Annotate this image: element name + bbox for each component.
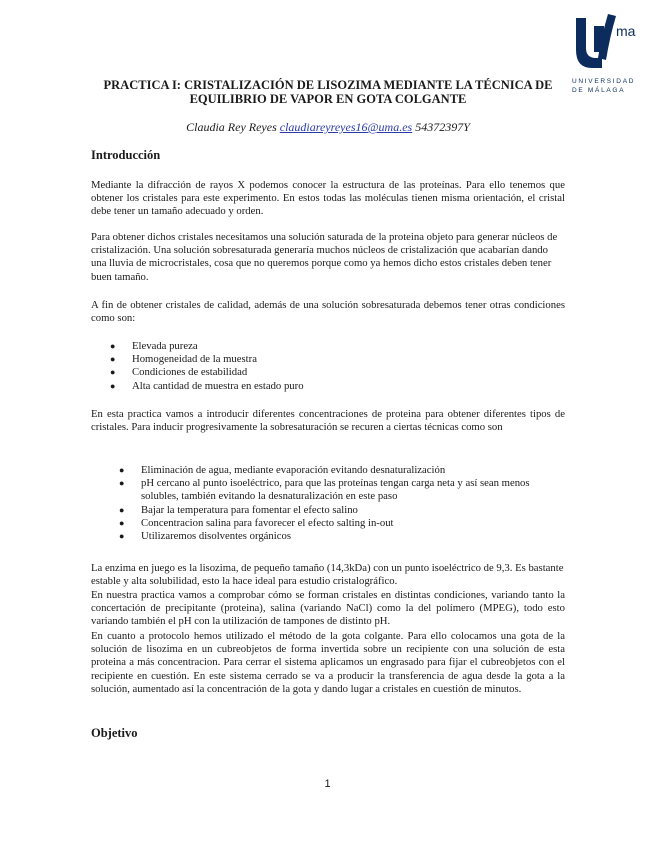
svg-text:ma: ma <box>616 23 636 39</box>
bullet-icon: ● <box>119 531 125 542</box>
university-name-line1: UNIVERSIDAD <box>572 78 636 85</box>
author-line <box>88 120 568 134</box>
list-item: ● Eliminación de agua, mediante evaporación evitando desnaturalización <box>119 464 446 476</box>
list-item: ● Condiciones de estabilidad <box>110 366 248 379</box>
paragraph-3: A fin de obtener cristales de calidad, además de una solución sobresaturada debemos tener otras condiciones como son: <box>91 299 565 325</box>
bullet-icon: ● <box>119 478 125 489</box>
author-email-link[interactable]: claudiareyreyes16@uma.es <box>279 120 413 134</box>
author-name: Claudia Rey Reyes <box>186 120 277 134</box>
university-name <box>572 78 644 95</box>
bullet-icon: ● <box>110 341 116 351</box>
university-name-line2: DE MÁLAGA <box>572 86 626 94</box>
document-title: PRACTICA I: CRISTALIZACIÓN DE LISOZIMA MEDIANTE LA TÉCNICA DE EQUILIBRIO DE VAPOR EN GOTA COLGANTE <box>103 78 553 106</box>
list-item: ● Homogeneidad de la muestra <box>110 353 257 366</box>
list-item: ● Bajar la temperatura para fomentar el efecto salino <box>119 503 358 516</box>
university-logo <box>572 12 644 92</box>
bullet-icon: ● <box>110 380 116 391</box>
supersaturation-techniques-list <box>119 464 561 543</box>
paragraph-4: En esta practica vamos a introducir diferentes concentraciones de proteina para obtener diferentes tipos de cristales. Para inducir progresivamente la sobresaturación se recuren a ciertas técnicas como son <box>91 408 565 434</box>
section-heading-introduccion: Introducción <box>91 148 161 162</box>
list-item: ● pH cercano al punto isoeléctrico, para que las proteínas tengan carga neta y así sean menos solubles, también evitando la desnaturalización en este paso <box>119 477 530 503</box>
section-heading-objetivo: Objetivo <box>91 726 138 740</box>
paragraph-6: En nuestra practica vamos a comprobar cómo se forman cristales en distintas condiciones, variando tanto la concertación de precipitante (proteina), salina (variando NaCl) como la del polímero (MPEG), todo esto variando también el pH con la utilización de tampones de distinto pH. <box>91 589 565 628</box>
paragraph-1: Mediante la difracción de rayos X podemos conocer la estructura de las proteínas. Para ello tenemos que obtener los cristales para este experimento. En estos todas las moléculas tienen misma orientación, el cristal debe tener un tamaño adecuado y orden. <box>91 179 565 218</box>
list-item: ● Alta cantidad de muestra en estado puro <box>110 379 304 392</box>
paragraph-7: En cuanto a protocolo hemos utilizado el método de la gota colgante. Para ello colocamos una gota de la solución de lisozima en un cubreobjetos de forma invertida sobre un recipiente con una solución de esta proteina a más concentracion. Para cerrar el sistema aplicamos un engrasado para fijar el cubreobjetos con el recipiente en cuestión. En este sistema cerrado se va a producir la transferencia de agua desde la gota a la solución, aumentado así la concentración de la gota y dando lugar a cristales en cuestión de minutos. <box>91 630 565 695</box>
bullet-icon: ● <box>119 465 125 475</box>
author-id: 54372397Y <box>415 120 470 134</box>
paragraph-5: La enzima en juego es la lisozima, de pequeño tamaño (14,3kDa) con un punto isoeléctrico de 9,3. Es bastante estable y alta solubilidad, esto la hace ideal para estudio cristalográfico. <box>91 562 564 588</box>
paragraph-2: Para obtener dichos cristales necesitamos una solución saturada de la proteina objeto para generar núcleos de cristalización. Una solución sobresaturada generaría muchos núcleos de cristalización que acabarían dando una lluvia de microcristales, cosa que no queremos porque como ya hemos dicho estos cristales deben tener buen tamaño. <box>91 231 558 283</box>
bullet-icon: ● <box>119 504 125 515</box>
page-number: 1 <box>324 778 331 790</box>
bullet-icon: ● <box>110 367 116 378</box>
bullet-icon: ● <box>110 354 116 365</box>
quality-conditions-list <box>110 340 550 393</box>
bullet-icon: ● <box>119 517 125 528</box>
list-item: ● Concentracion salina para favorecer el efecto salting in-out <box>119 516 394 529</box>
list-item: ● Elevada pureza <box>110 340 198 352</box>
list-item: ● Utilizaremos disolventes orgánicos <box>119 530 291 543</box>
uma-logo-mark-icon <box>572 12 644 74</box>
